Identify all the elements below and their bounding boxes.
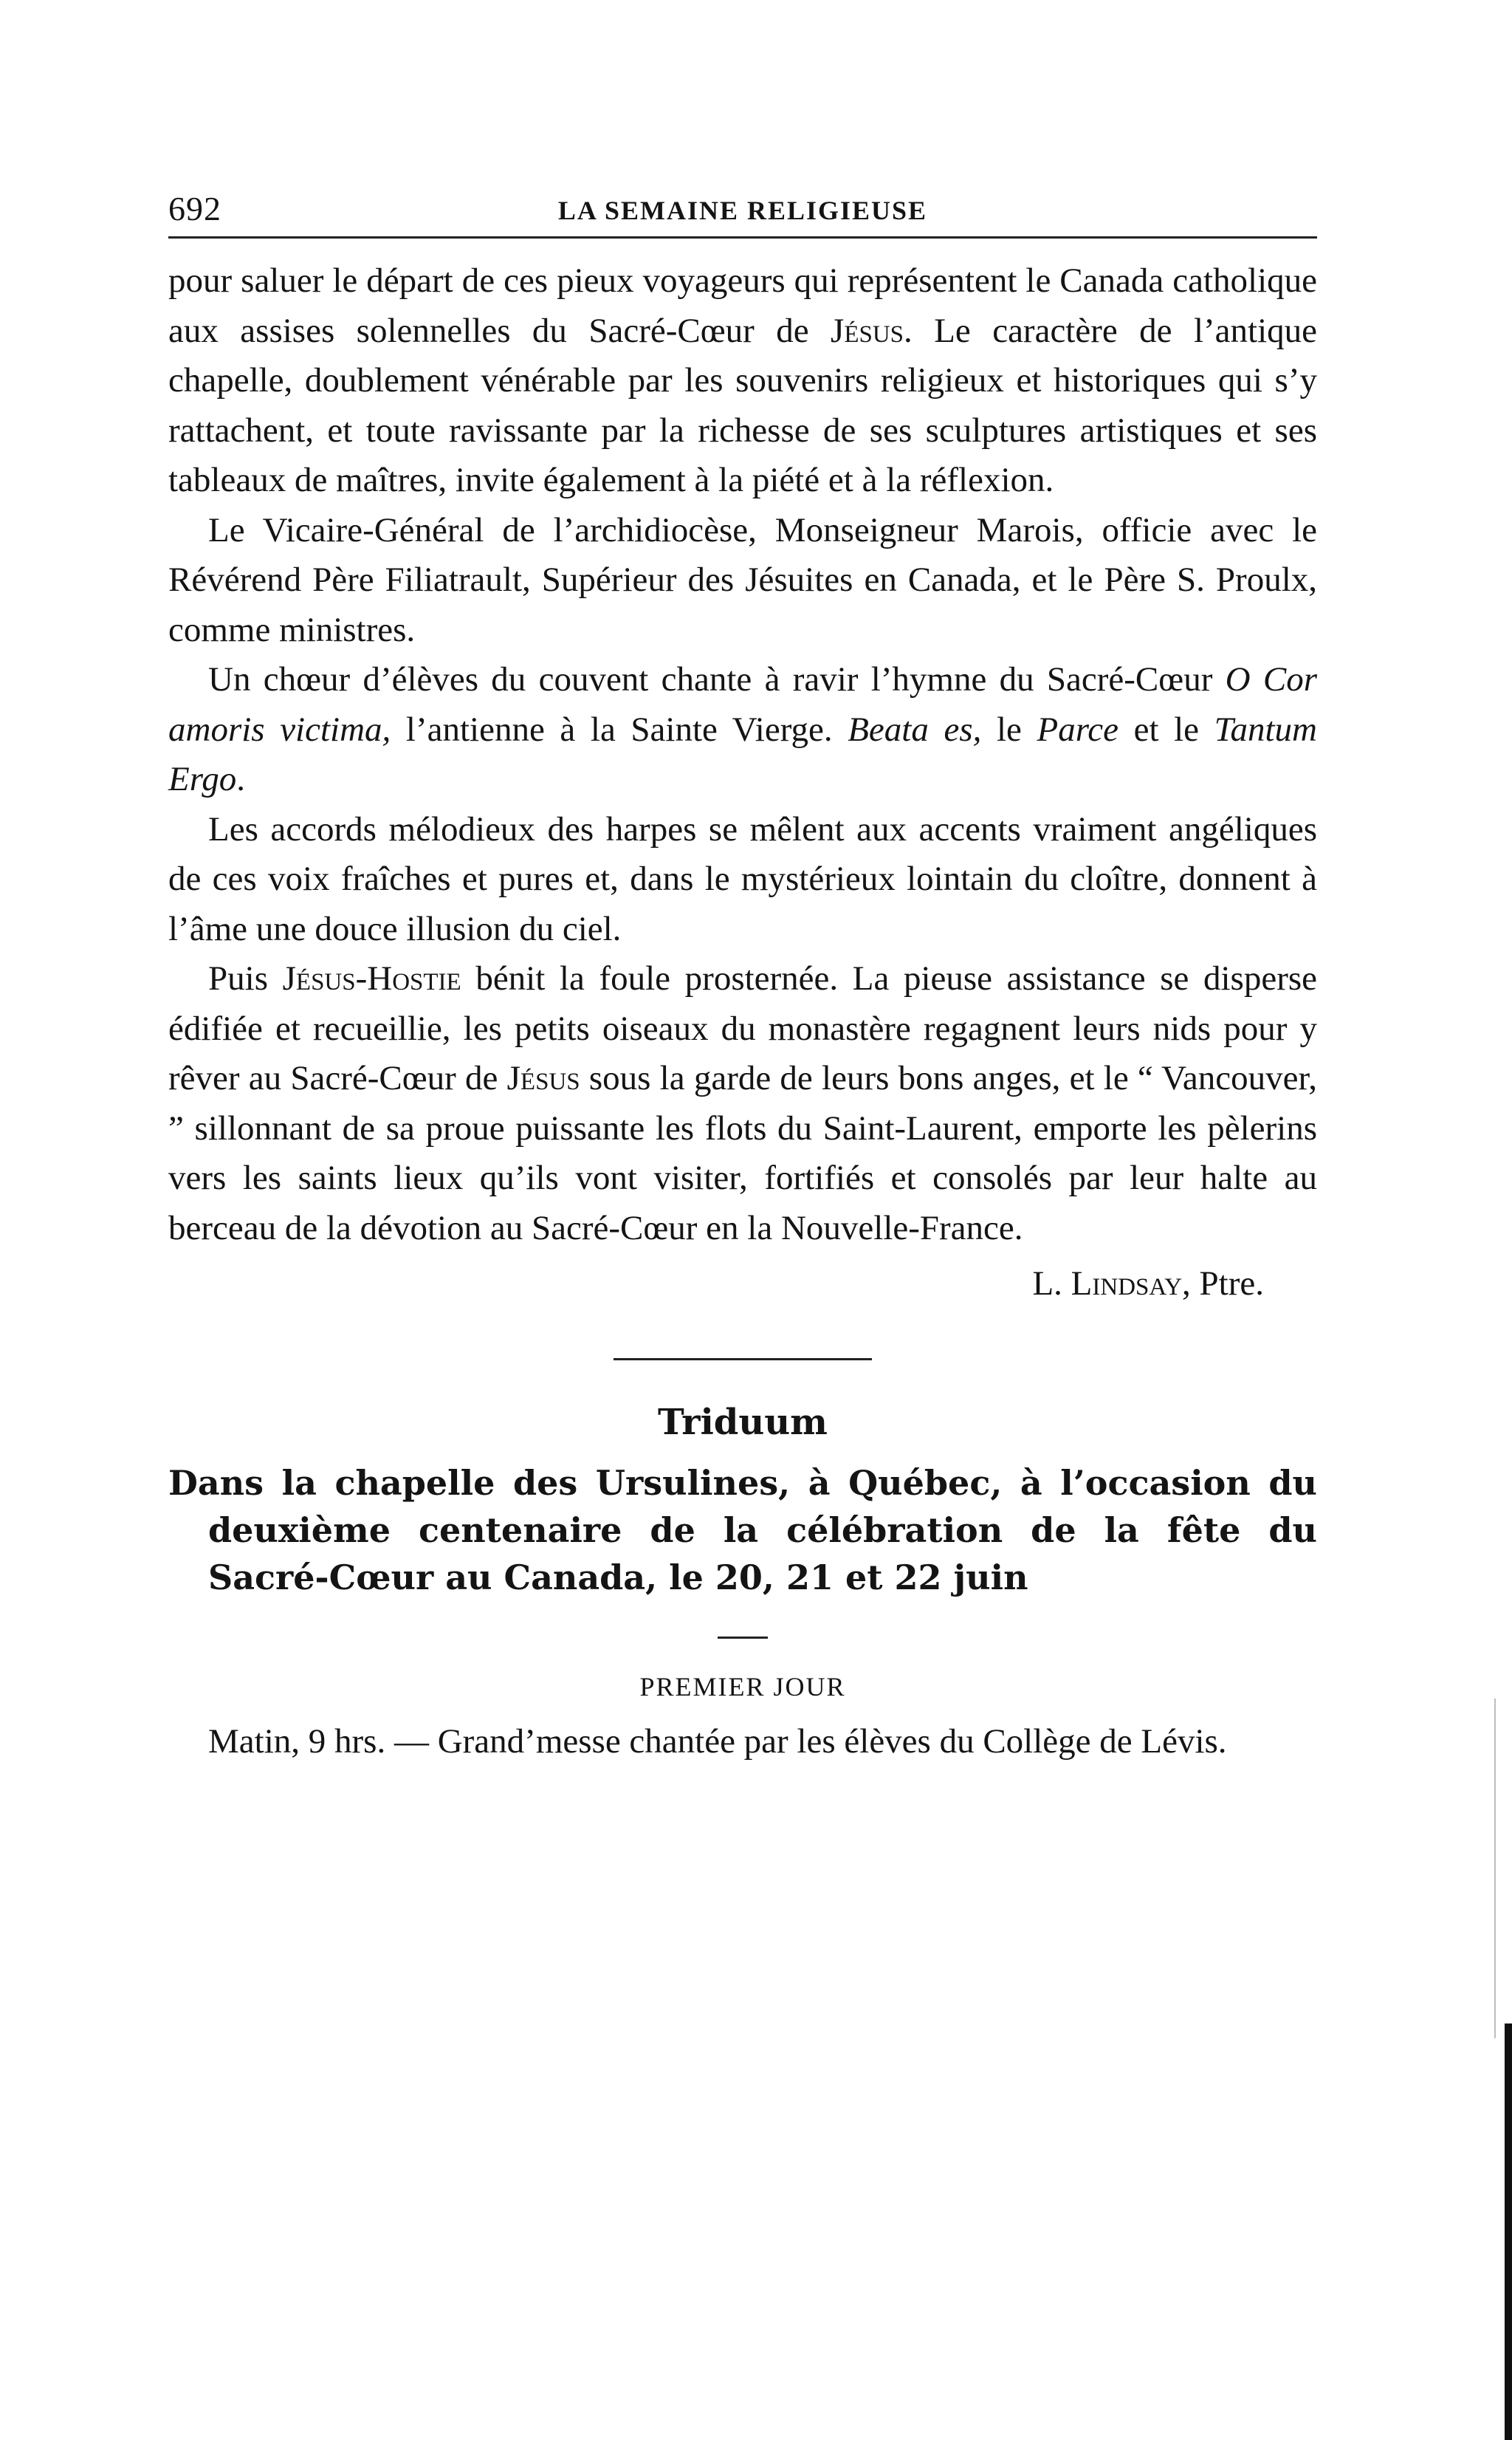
hymn-title: Tantum Ergo bbox=[168, 710, 1317, 798]
text-run: et le bbox=[1118, 710, 1214, 749]
author-initial: L. bbox=[1032, 1264, 1071, 1303]
text-run: le bbox=[981, 710, 1037, 749]
text-run: sous la garde de leurs bons anges, et le “ Vancouver, ” sillonnant de sa proue puissante les flots du Saint-Laurent, emporte les pèlerins vers les saints lieux qu’ils vont visiter, fortifiés et consolés par leur halte au berceau de la dévotion au Sacré-Cœur en la Nouvelle-France. bbox=[168, 1059, 1317, 1247]
schedule bbox=[168, 1717, 1317, 1767]
author-suffix: , Ptre. bbox=[1182, 1264, 1264, 1303]
text-run: Puis bbox=[208, 959, 283, 998]
document-page bbox=[168, 185, 1317, 1766]
text-run: . bbox=[236, 760, 246, 798]
article-body bbox=[168, 256, 1317, 1253]
paragraph-choir bbox=[168, 655, 1317, 805]
section-subtitle: Dans la chapelle des Ursulines, à Québec, à l’occasion du deuxième centenaire de la célébration de la fête du Sacré-Cœur au Canada, le 20, 21 et 22 juin bbox=[168, 1462, 1317, 1597]
scan-edge-hairline bbox=[1494, 1699, 1496, 2038]
text-run: . Le caractère de l’antique chapelle, doublement vénérable par les souvenirs religieux et historiques qui s’y rattachent, et toute ravissante par la richesse de ses sculptures artistiques et ses tableaux de maîtres, invite également à la piété et à la réflexion. bbox=[168, 311, 1317, 499]
jesus-small-caps: Jésus bbox=[831, 311, 904, 350]
short-divider bbox=[718, 1637, 768, 1639]
author-signature bbox=[168, 1259, 1264, 1309]
paragraph-departure bbox=[168, 256, 1317, 506]
paragraph-harps: Les accords mélodieux des harpes se mêlent aux accents vraiment angéliques de ces voix fraîches et pures et, dans le mystérieux lointain du cloître, donnent à l’âme une douce illusion du ciel. bbox=[168, 809, 1317, 948]
paragraph-officiants: Le Vicaire-Général de l’archidiocèse, Monseigneur Marois, officie avec le Révérend Père Filiatrault, Supérieur des Jésuites en Canada, et le Père S. Proulx, comme ministres. bbox=[168, 510, 1317, 649]
jesus-hostie-small-caps: Jésus-Hostie bbox=[282, 959, 461, 998]
text-run: Un chœur d’élèves du couvent chante à ravir l’hymne du Sacré-Cœur bbox=[208, 660, 1226, 699]
hymn-title: Beata es, bbox=[848, 710, 982, 749]
author-name: Lindsay bbox=[1071, 1264, 1183, 1303]
section-title: Triduum bbox=[658, 1401, 828, 1443]
text-run: pour saluer le départ de ces pieux voyageurs qui représentent le Canada catholique aux assises solennelles du Sacré-Cœur de bbox=[168, 261, 1317, 350]
journal-title: LA SEMAINE RELIGIEUSE bbox=[557, 196, 928, 225]
running-head bbox=[168, 185, 1317, 239]
text-run: l’antienne à la Sainte Vierge. bbox=[391, 710, 848, 749]
day-heading: PREMIER JOUR bbox=[639, 1671, 846, 1702]
text-run: bénit la foule prosternée. La pieuse assistance se disperse édifiée et recueillie, les petits oiseaux du monastère regagnent leurs nids pour y rêver au Sacré-Cœur de bbox=[168, 959, 1317, 1097]
page-number: 692 bbox=[168, 190, 221, 227]
scan-edge-bar bbox=[1505, 2023, 1512, 2440]
section-divider bbox=[614, 1358, 872, 1360]
schedule-item: Matin, 9 hrs. — Grand’messe chantée par les élèves du Collège de Lévis. bbox=[208, 1721, 1227, 1761]
jesus-small-caps: Jésus bbox=[506, 1059, 580, 1097]
hymn-title: Parce bbox=[1037, 710, 1118, 749]
hymn-title: O Cor amoris victima, bbox=[168, 660, 1317, 749]
paragraph-benediction bbox=[168, 954, 1317, 1253]
